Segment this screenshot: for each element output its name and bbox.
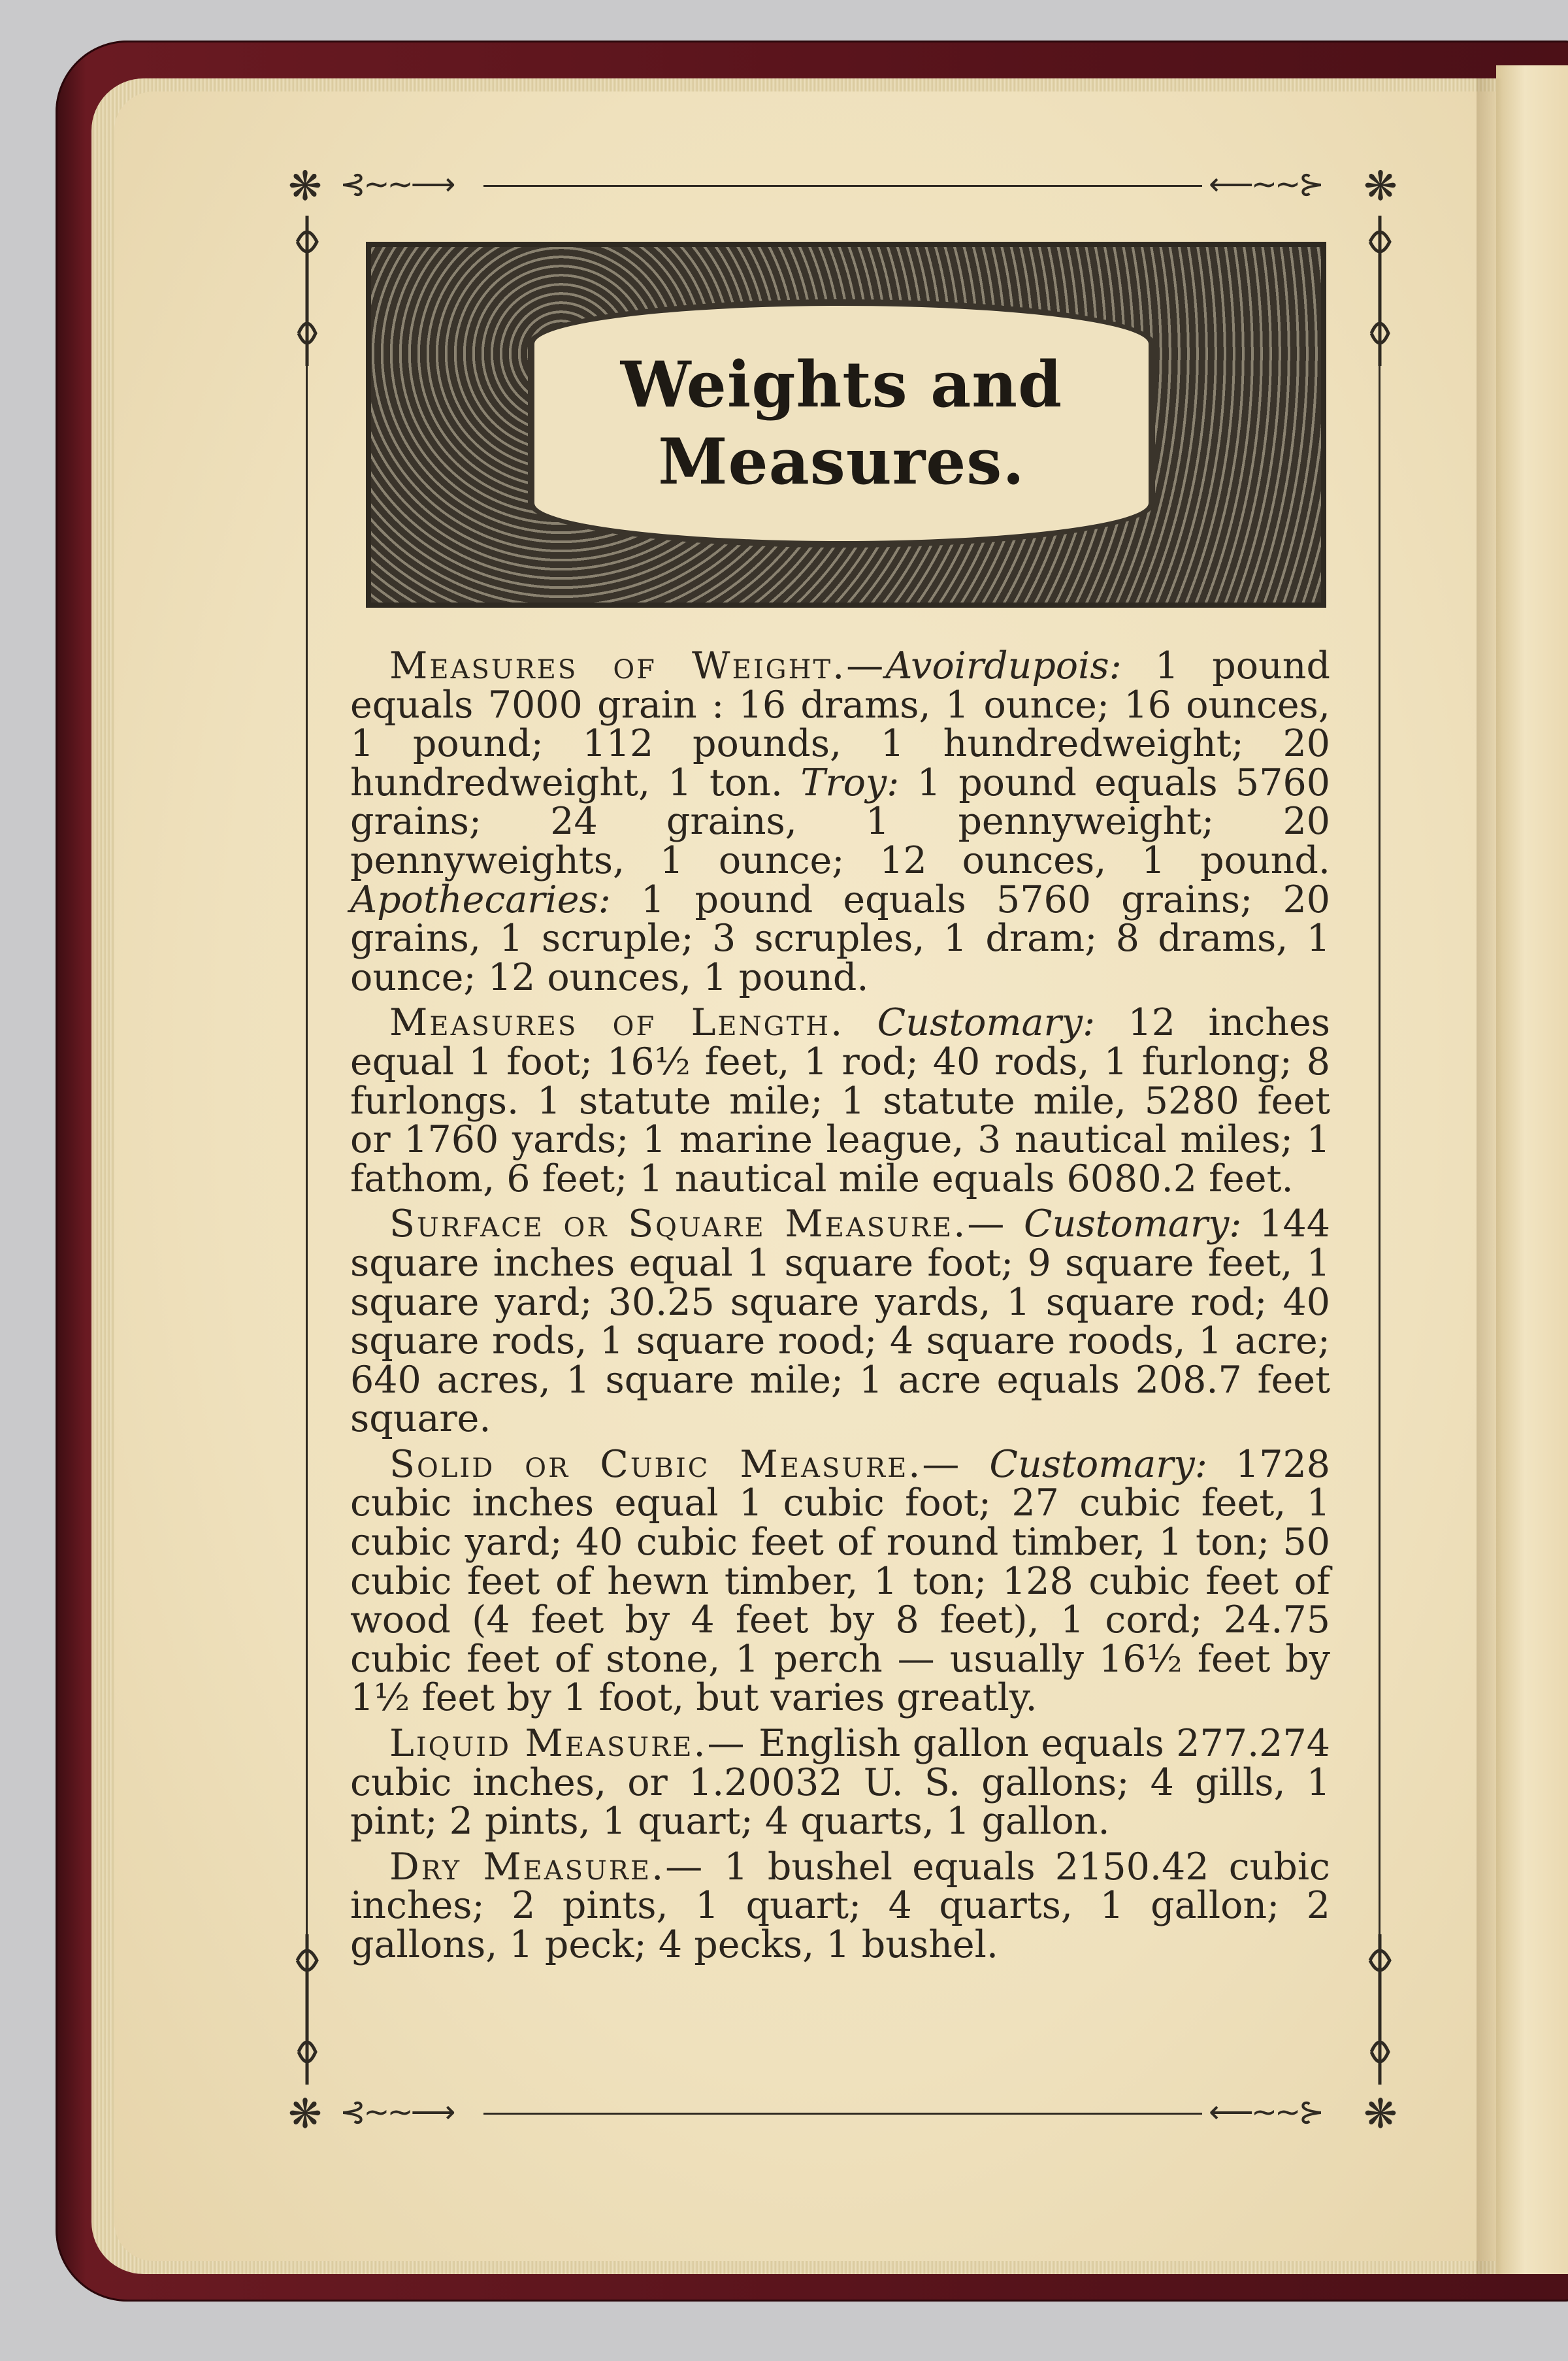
scroll-ornament-icon: ⊰~~⟶ xyxy=(340,2094,453,2130)
section-text: 1 pound equals 5760 grains; 20 grains, 1 scruple; 3 scruples, 1 dram; 8 drams, 1 ounce; 12 ounces, 1 pound. xyxy=(350,878,1330,999)
measure-system-label: Customary: xyxy=(1006,1202,1242,1246)
side-ornament-icon xyxy=(291,216,323,366)
title-panel xyxy=(528,299,1155,548)
frame-right-rule xyxy=(1379,366,1380,1934)
section-heading: Solid or Cubic Measure.— xyxy=(389,1442,962,1486)
side-ornament-icon xyxy=(1364,216,1396,366)
page-title-line-1: Weights and xyxy=(620,348,1063,421)
measure-system-label: Customary: xyxy=(961,1442,1207,1486)
section-heading: Liquid Measure.— xyxy=(389,1722,747,1766)
title-cartouche xyxy=(366,242,1326,608)
section-heading: Dry Measure.— xyxy=(389,1845,705,1889)
section-heading: Measures of Weight.— xyxy=(389,644,886,687)
scroll-ornament-icon: ⟵~~⊱ xyxy=(1209,2094,1322,2130)
facing-page-edge xyxy=(1496,65,1568,2274)
measures-text xyxy=(350,644,1331,1972)
corner-ornament-icon: ❋ xyxy=(1364,162,1397,210)
side-ornament-icon xyxy=(291,1934,323,2085)
scroll-ornament-icon: ⊰~~⟶ xyxy=(340,166,453,203)
section-text: 1 pound equals 7000 grain : 16 drams, 1 ounce; 16 ounces, 1 pound; 112 pounds, 1 hundredweight; 20 hundredweight, 1 ton. xyxy=(350,644,1330,804)
page-title-line-2: Measures. xyxy=(658,425,1025,499)
scroll-ornament-icon: ⟵~~⊱ xyxy=(1209,166,1322,203)
section-text: 1 bushel equals 2150.42 cubic inches; 2 pints, 1 quart; 4 quarts, 1 gallon; 2 gallons, 1 peck; 4 pecks, 1 bushel. xyxy=(350,1845,1330,1966)
section-text: 1728 cubic inches equal 1 cubic foot; 27 cubic feet, 1 cubic yard; 40 cubic feet of round timber, 1 ton; 50 cubic feet of hewn timber, 1 ton; 128 cubic feet of wood (4 feet by 4 feet by 8 feet), 1 cord; 24.75 cubic feet of stone, 1 perch — usually 16½ feet by 1½ feet by 1 foot, but varies greatly. xyxy=(350,1442,1330,1720)
section-text: English gallon equals 277.274 cubic inches, or 1.20032 U. S. gallons; 4 gills, 1 pint; 2 pints, 1 quart; 4 quarts, 1 gallon. xyxy=(350,1722,1330,1843)
section-paragraph xyxy=(350,644,1330,999)
section-text: 144 square inches equal 1 square foot; 9 square feet, 1 square yard; 30.25 square yards, 1 square rod; 40 square rods, 1 square rood; 4 square roods, 1 acre; 640 acres, 1 square mile; 1 acre equals 208.7 feet square. xyxy=(350,1202,1330,1441)
corner-ornament-icon: ❋ xyxy=(288,162,322,210)
section-text: 12 inches equal 1 foot; 16½ feet, 1 rod; 40 rods, 1 furlong; 8 furlongs. 1 statute mile; 1 statute mile, 5280 feet or 1760 yards; 1 marine league, 3 nautical miles; 1 fathom, 6 feet; 1 nautical mile equals 6080.2 feet. xyxy=(350,1001,1331,1200)
measure-system-label: Avoirdupois: xyxy=(885,644,1122,687)
frame-left-rule xyxy=(306,366,308,1934)
section-text: 1 pound equals 5760 grains; 24 grains, 1 pennyweight; 20 pennyweights, 1 ounce; 12 ounces, 1 pound. xyxy=(350,761,1330,882)
section-heading: Surface or Square Measure.— xyxy=(389,1202,1007,1246)
section-heading: Measures of Length. xyxy=(389,1001,845,1045)
page-gutter xyxy=(1477,78,1503,2274)
frame-bottom-rule xyxy=(483,2113,1202,2115)
measure-system-label: Apothecaries: xyxy=(350,878,611,921)
section-paragraph xyxy=(350,1845,1330,1966)
corner-ornament-icon: ❋ xyxy=(288,2090,322,2138)
frame-top-rule xyxy=(483,185,1202,187)
side-ornament-icon xyxy=(1364,1934,1396,2085)
measure-system-label: Customary: xyxy=(844,1001,1096,1045)
section-paragraph xyxy=(350,1442,1330,1720)
corner-ornament-icon: ❋ xyxy=(1364,2090,1397,2138)
measure-system-label: Troy: xyxy=(800,761,900,804)
section-paragraph xyxy=(350,1001,1331,1200)
section-paragraph xyxy=(350,1202,1330,1441)
section-paragraph xyxy=(350,1722,1330,1843)
